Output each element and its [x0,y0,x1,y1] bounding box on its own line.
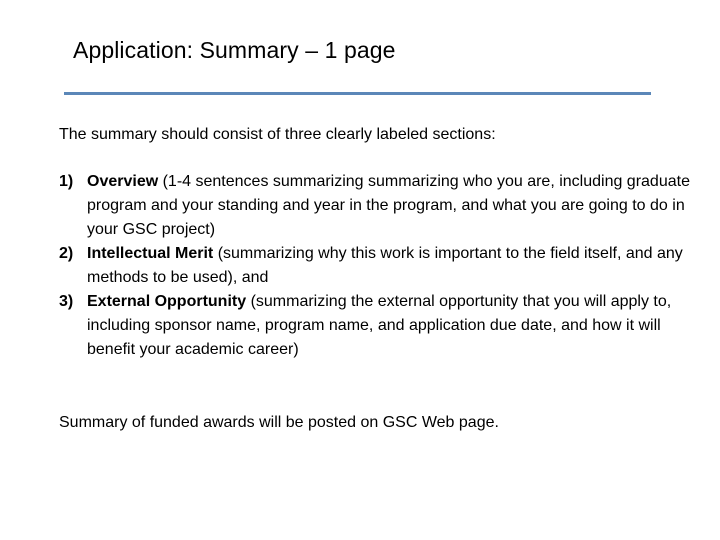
section-description: (1-4 sentences summarizing summarizing who you are, including graduate program and your standing and year in the program, and what you are going to do in your GSC project) [87,173,690,238]
section-number: 1) [59,173,74,190]
section-term: Intellectual Merit [87,245,214,262]
section-description: (summarizing the external opportunity that you will apply to, including sponsor name, program name, and application due date, and how it will benefit your academic career) [87,293,672,358]
slide-title: Application: Summary – 1 page [73,37,396,63]
section-number: 3) [59,293,74,310]
section-item-external-opportunity [59,290,709,362]
sections-list [59,170,709,362]
footer-note: Summary of funded awards will be posted on GSC Web page. [59,414,499,431]
section-term: Overview [87,173,159,190]
section-number: 2) [59,245,74,262]
section-term: External Opportunity [87,293,247,310]
title-underline [64,92,651,95]
intro-text: The summary should consist of three clearly labeled sections: [59,126,496,143]
section-item-intellectual-merit [59,242,709,290]
section-description: (summarizing why this work is important to the field itself, and any methods to be used), and [87,245,683,286]
section-item-overview [59,170,709,242]
